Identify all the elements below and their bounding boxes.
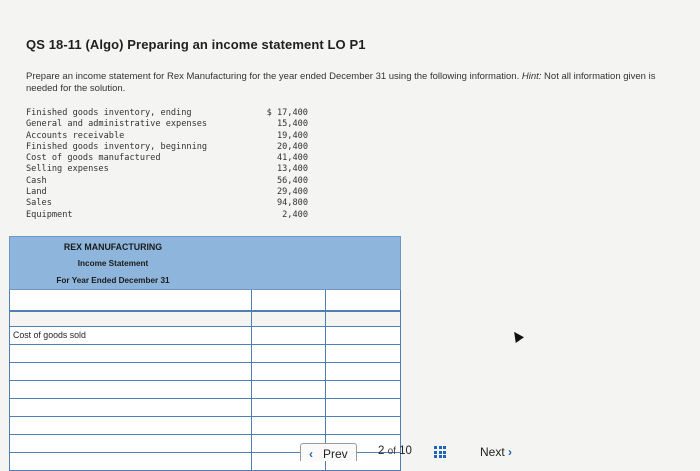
- mouse-cursor-icon: [510, 329, 524, 343]
- amount-cell[interactable]: [252, 399, 327, 416]
- amount-cell[interactable]: [252, 363, 327, 380]
- label-cell[interactable]: [10, 345, 252, 362]
- total-cell[interactable]: [326, 345, 401, 362]
- given-amount: 2,400: [282, 209, 308, 220]
- given-amount: 41,400: [276, 153, 308, 164]
- label-cell[interactable]: [10, 399, 252, 416]
- total-cell[interactable]: [326, 327, 401, 344]
- total-cell[interactable]: [326, 381, 401, 398]
- given-row: [26, 210, 308, 221]
- label-cell[interactable]: [10, 381, 252, 398]
- label-cell[interactable]: [10, 453, 252, 470]
- amount-cell[interactable]: [252, 417, 327, 434]
- given-amount: $ 17,400: [266, 108, 308, 118]
- given-amount: 19,400: [276, 130, 308, 141]
- given-label: Finished goods inventory, beginning: [26, 141, 208, 152]
- given-row: [26, 187, 308, 198]
- statement-header: [9, 236, 401, 290]
- hint-label: Hint:: [521, 71, 542, 82]
- given-row: [26, 142, 308, 153]
- given-row: [26, 119, 308, 130]
- question-navigation: [300, 443, 540, 460]
- given-row: [26, 108, 308, 119]
- given-label: Equipment: [26, 209, 73, 220]
- given-label: Sales: [26, 198, 52, 209]
- hint-text: Not all information given is needed for the solution.: [26, 71, 656, 94]
- instructions-text: Prepare an income statement for Rex Manufacturing for the year ended December 31 using the following information.: [26, 71, 520, 82]
- table-row: [10, 290, 401, 312]
- given-label: Land: [26, 187, 47, 198]
- chevron-left-icon: ‹: [309, 447, 313, 461]
- page-title: QS 18-11 (Algo) Preparing an income statement LO P1: [26, 37, 366, 52]
- amount-cell[interactable]: [252, 290, 327, 310]
- table-row: [10, 312, 401, 327]
- given-amount: 29,400: [276, 187, 308, 198]
- label-cell[interactable]: [10, 290, 252, 310]
- page-total: 10: [399, 445, 412, 457]
- label-cell[interactable]: [10, 363, 252, 380]
- given-label: Accounts receivable: [26, 130, 125, 141]
- page-current: 2: [378, 445, 385, 457]
- given-amount: 13,400: [276, 164, 308, 175]
- table-row: [10, 327, 401, 345]
- grid-icon[interactable]: [434, 446, 446, 458]
- prev-label: Prev: [323, 447, 348, 461]
- table-row: [10, 417, 401, 435]
- total-cell[interactable]: [326, 417, 401, 434]
- chevron-right-icon: ›: [508, 445, 513, 459]
- given-row: [26, 198, 308, 209]
- table-row: [10, 399, 401, 417]
- amount-cell[interactable]: [252, 381, 327, 398]
- page-indicator: [378, 445, 412, 457]
- amount-cell[interactable]: [252, 345, 327, 362]
- spacer-cell: [252, 312, 327, 326]
- label-cell[interactable]: [10, 417, 252, 434]
- cogs-label: Cost of goods sold: [10, 327, 252, 344]
- given-label: Cost of goods manufactured: [26, 153, 161, 164]
- given-amount: 56,400: [276, 175, 308, 186]
- page-of: of: [387, 446, 396, 457]
- given-row: [26, 164, 308, 175]
- given-row: [26, 153, 308, 164]
- table-row: [10, 381, 401, 399]
- given-label: General and administrative expenses: [26, 119, 208, 130]
- given-row: [26, 131, 308, 142]
- prev-button[interactable]: [300, 443, 357, 461]
- total-cell[interactable]: [326, 290, 401, 310]
- spacer-cell: [10, 312, 252, 326]
- company-name: REX MANUFACTURING: [63, 242, 163, 252]
- given-label: Cash: [26, 175, 47, 186]
- given-amount: 94,800: [276, 198, 308, 209]
- table-row: [10, 363, 401, 381]
- given-row: [26, 176, 308, 187]
- income-statement-worksheet: [9, 236, 401, 471]
- given-label: Selling expenses: [26, 164, 109, 175]
- spacer-cell: [326, 312, 401, 326]
- total-cell[interactable]: [326, 399, 401, 416]
- statement-name: Income Statement: [77, 259, 149, 268]
- next-label: Next: [480, 445, 505, 459]
- total-cell[interactable]: [326, 363, 401, 380]
- given-amount: 20,400: [276, 141, 308, 152]
- label-cell[interactable]: [10, 435, 252, 452]
- statement-period: For Year Ended December 31: [56, 276, 170, 285]
- given-data-list: [26, 108, 308, 221]
- given-label: Finished goods inventory, ending: [26, 108, 192, 118]
- given-amount: 15,400: [276, 119, 308, 130]
- next-button[interactable]: [480, 445, 512, 459]
- table-row: [10, 345, 401, 363]
- instructions: [26, 71, 676, 95]
- amount-cell[interactable]: [252, 327, 327, 344]
